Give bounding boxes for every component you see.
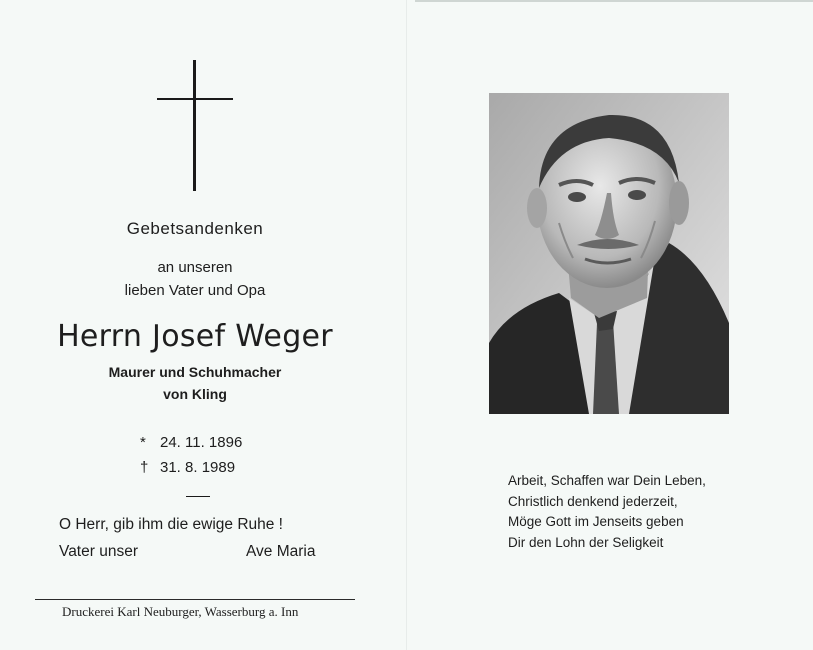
prayer-ave-maria: Ave Maria (246, 543, 316, 560)
printer-credit: Druckerei Karl Neuburger, Wasserburg a. Inn (62, 604, 299, 619)
birth-symbol: * (140, 434, 146, 451)
prayer-text: O Herr, gib ihm die ewige Ruhe ! (59, 516, 283, 533)
card-edge (415, 0, 813, 2)
intro-line-1: an unseren (157, 259, 233, 276)
cross-icon (157, 60, 233, 191)
poem-line: Dir den Lohn der Seligkeit (508, 534, 664, 550)
birth-date-line (140, 434, 242, 451)
deceased-name: Herrn Josef Weger (57, 319, 333, 354)
death-date-line (140, 459, 235, 476)
portrait-photo (489, 93, 729, 414)
occupation: Maurer und Schuhmacher (108, 364, 282, 380)
divider-long (35, 599, 355, 600)
divider-short (186, 496, 210, 497)
card-fold (406, 0, 407, 650)
poem (508, 471, 706, 553)
prayer-vater-unser: Vater unser (59, 543, 138, 560)
death-symbol: † (140, 459, 149, 476)
origin: von Kling (163, 386, 227, 402)
poem-line: Christlich denkend jederzeit, (508, 493, 678, 509)
birth-date: 24. 11. 1896 (160, 434, 243, 451)
intro-line-2: lieben Vater und Opa (124, 282, 266, 299)
death-date: 31. 8. 1989 (160, 459, 236, 476)
card-heading: Gebetsandenken (126, 219, 264, 238)
poem-line: Arbeit, Schaffen war Dein Leben, (508, 473, 706, 488)
poem-line: Möge Gott im Jenseits geben (508, 514, 684, 529)
